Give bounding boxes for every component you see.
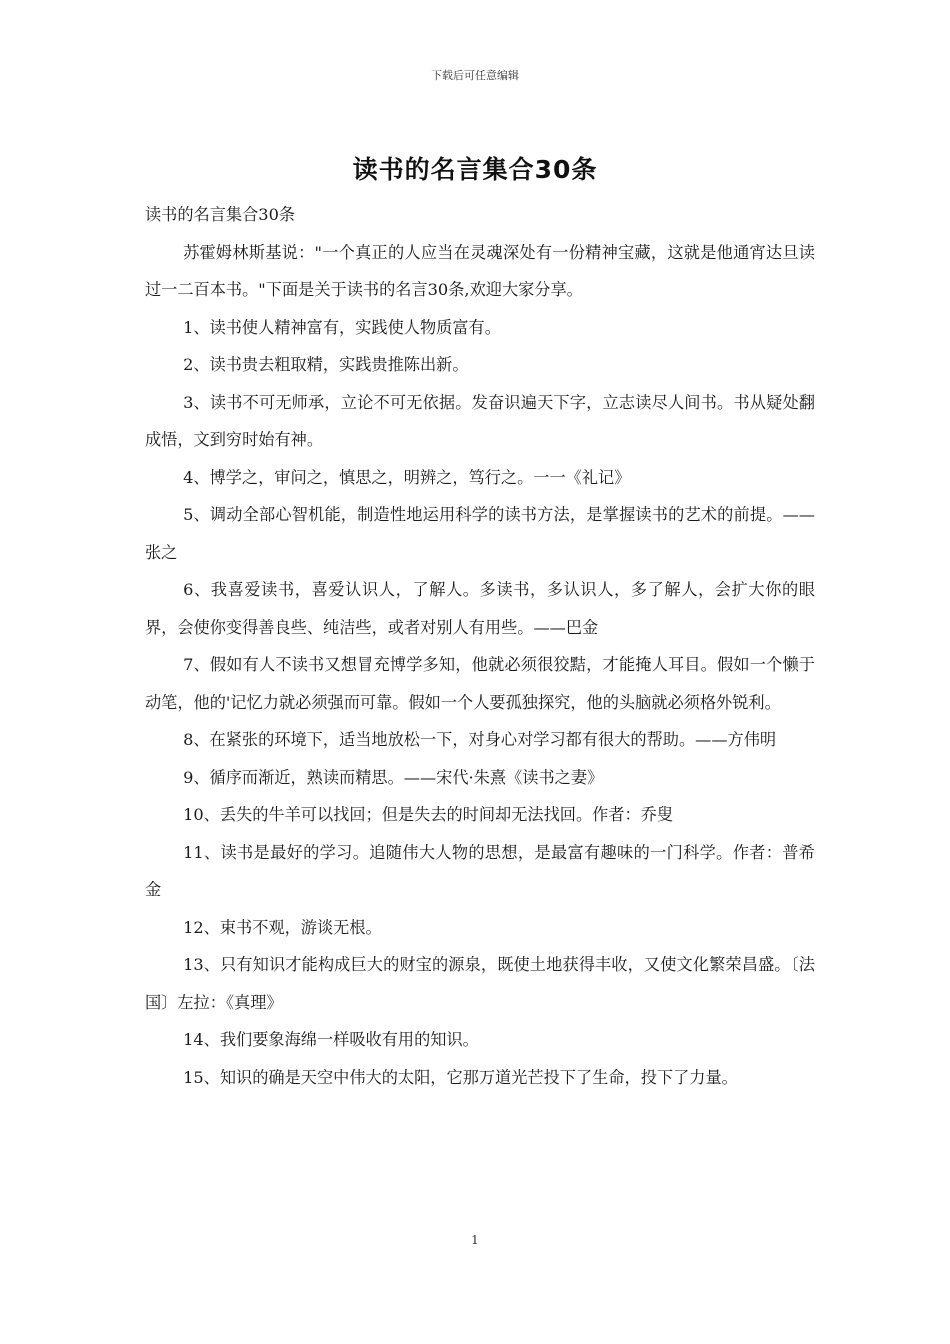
- quote-item: 5、调动全部心智机能，制造性地运用科学的读书方法，是掌握读书的艺术的前提。——张之: [145, 505, 815, 562]
- document-body: [145, 196, 815, 1096]
- quote-item: 12、束书不观，游谈无根。: [183, 917, 382, 937]
- quote-item: 13、只有知识才能构成巨大的财宝的源泉，既使土地获得丰收，又使文化繁荣昌盛。〔法国〕左拉：《真理》: [145, 955, 815, 1012]
- quote-item: 14、我们要象海绵一样吸收有用的知识。: [183, 1030, 479, 1049]
- quote-item: 10、丢失的牛羊可以找回；但是失去的时间却无法找回。作者：乔叟: [183, 805, 674, 824]
- page-number: 1: [471, 1233, 479, 1247]
- quote-item: 4、博学之，审问之，慎思之，明辨之，笃行之。一一《礼记》: [183, 467, 631, 487]
- quote-item: 7、假如有人不读书又想冒充博学多知，他就必须很狡黠，才能掩人耳目。假如一个懒于动笔，他的'记忆力就必须强而可靠。假如一个人要孤独探究，他的头脑就必须格外锐利。: [145, 655, 815, 712]
- page-header-note: 下载后可任意编辑: [431, 69, 519, 82]
- intro-paragraph: 苏霍姆林斯基说："一个真正的人应当在灵魂深处有一份精神宝藏，这就是他通宵达旦读过一二百本书。"下面是关于读书的名言30条,欢迎大家分享。: [145, 242, 815, 299]
- quote-item: 8、在紧张的环境下，适当地放松一下，对身心对学习都有很大的帮助。——方伟明: [183, 730, 777, 749]
- quote-item: 15、知识的确是天空中伟大的太阳，它那万道光芒投下了生命，投下了力量。: [183, 1067, 738, 1087]
- quote-item: 3、读书不可无师承，立论不可无依据。发奋识遍天下字，立志读尽人间书。书从疑处翻成悟，文到穷时始有神。: [145, 392, 815, 449]
- quote-item: 9、循序而渐近，熟读而精思。——宋代·朱熹《读书之妻》: [183, 767, 604, 787]
- document-title: 读书的名言集合30条: [352, 155, 598, 184]
- quote-item: 2、读书贵去粗取精，实践贵推陈出新。: [183, 355, 469, 374]
- document-subtitle: 读书的名言集合30条: [145, 205, 296, 224]
- quote-item: 1、读书使人精神富有，实践使人物质富有。: [183, 317, 501, 337]
- quote-item: 11、读书是最好的学习。追随伟大人物的思想，是最富有趣味的一门科学。作者：普希金: [145, 842, 815, 899]
- quote-item: 6、我喜爱读书，喜爱认识人，了解人。多读书，多认识人，多了解人，会扩大你的眼界，会使你变得善良些、纯洁些，或者对别人有用些。——巴金: [145, 580, 815, 637]
